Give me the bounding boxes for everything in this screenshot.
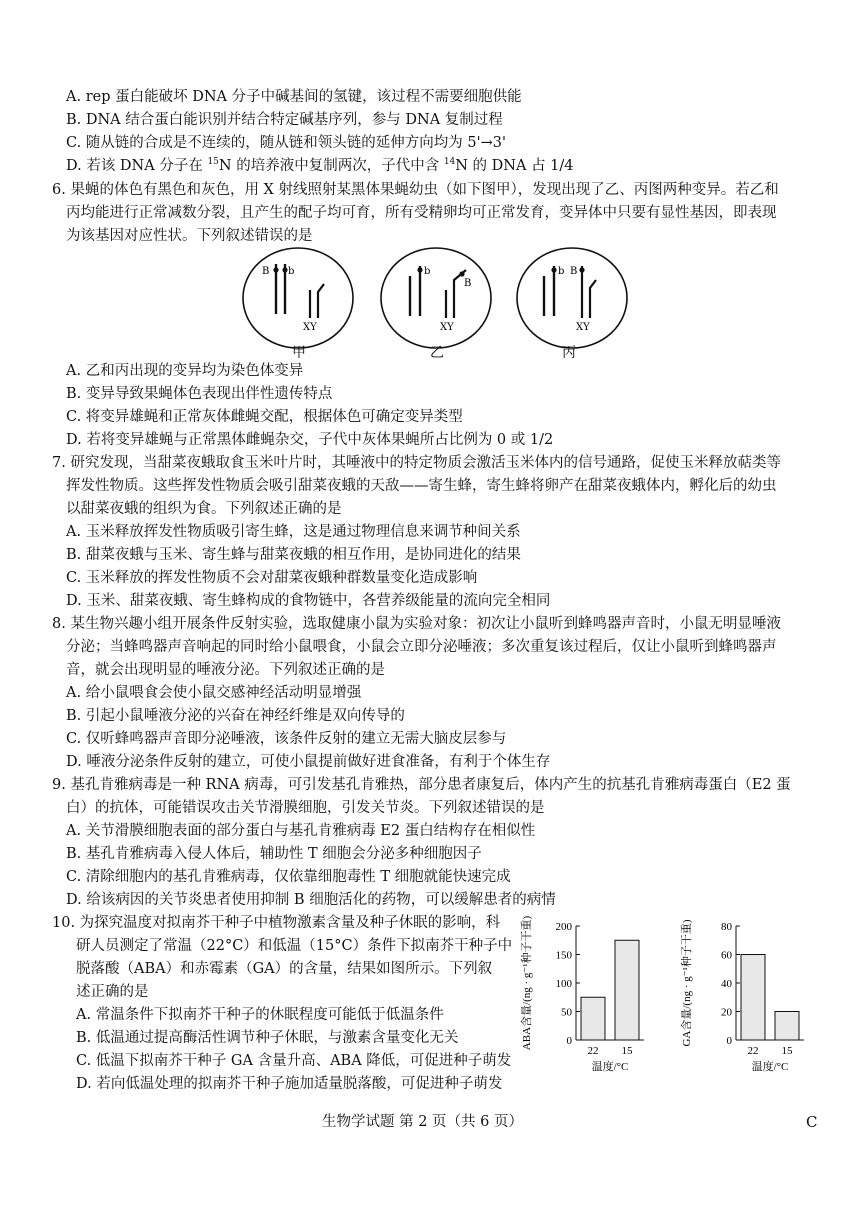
footer-version-letter: C [806, 1113, 818, 1131]
q9-option-d: D. 给该病因的关节炎患者使用抑制 B 细胞活化的药物，可以缓解患者的病情 [66, 892, 556, 908]
q7-option-c: C. 玉米释放的挥发性物质不会对甜菜夜蛾种群数量变化造成影响 [66, 570, 478, 586]
q5-option-d-mid: N 的培养液中复制两次，子代中含 [218, 158, 444, 174]
xy-label: XY [303, 322, 317, 333]
q7-option-d: D. 玉米、甜菜夜蛾、寄生蜂构成的食物链中，各营养级能量的流向完全相同 [66, 593, 551, 609]
gene-label-B: B [570, 266, 578, 277]
q10-stem-line4: 述正确的是 [76, 984, 149, 1000]
y-tick-label: 100 [555, 978, 572, 990]
gene-label-B: B [464, 278, 472, 289]
x-tick-label: 15 [621, 1045, 633, 1057]
bar-15 [615, 940, 639, 1040]
q5-option-d-post: N 的 DNA 占 1/4 [455, 158, 574, 174]
gene-locus [579, 267, 584, 272]
q6-stem-line1: 6. 果蝇的体色有黑色和灰色，用 X 射线照射某黑体果蝇幼虫（如下图甲），发现出现了乙、丙图两种变异。若乙和 [52, 182, 779, 198]
x-tick-label: 22 [587, 1045, 599, 1057]
q5-option-d-pre: D. 若该 DNA 分子在 [66, 158, 208, 174]
y-tick-label: 80 [721, 921, 732, 933]
q10-option-a: A. 常温条件下拟南芥干种子的休眠程度可能低于低温条件 [76, 1007, 444, 1023]
q8-option-c: C. 仅听蜂鸣器声音即分泌唾液，该条件反射的建立无需大脑皮层参与 [66, 731, 507, 747]
y-tick-label: 0 [566, 1035, 572, 1047]
q5-option-d [66, 156, 574, 176]
gene-label-b: b [288, 266, 295, 277]
q6-option-d: D. 若将变异雄蝇与正常黑体雌蝇杂交，子代中灰体果蝇所占比例为 0 或 1/2 [66, 432, 554, 448]
x-axis-label: 温度/°C [751, 1061, 789, 1073]
q7-option-b: B. 甜菜夜蛾与玉米、寄生蜂与甜菜夜蛾的相互作用，是协同进化的结果 [66, 547, 521, 563]
q8-stem-line3: 音，就会出现明显的唾液分泌。下列叙述正确的是 [66, 662, 385, 678]
q10-stem-line1: 10. 为探究温度对拟南芥干种子中植物激素含量及种子休眠的影响，科 [52, 915, 501, 931]
x-tick-label: 15 [781, 1045, 793, 1057]
q7-stem-line2: 挥发性物质。这些挥发性物质会吸引甜菜夜蛾的天敌——寄生蜂，寄生蜂将卵产在甜菜夜蛾体内，孵化后的幼虫 [66, 478, 777, 494]
x-axis-label: 温度/°C [591, 1061, 629, 1073]
bar-22 [581, 997, 605, 1040]
gene-locus [417, 267, 422, 272]
footer-page-text: 生物学试题 第 2 页（共 6 页） [322, 1114, 523, 1130]
y-tick-label: 20 [721, 1006, 732, 1019]
y-tick-label: 40 [721, 978, 732, 990]
q6-option-a: A. 乙和丙出现的变异均为染色体变异 [66, 363, 304, 379]
figure-caption-yi: 乙 [430, 345, 444, 361]
q6-option-c: C. 将变异雄蝇和正常灰体雌蝇交配，根据体色可确定变异类型 [66, 409, 463, 425]
xy-label: XY [576, 322, 590, 333]
y-axis-label: ABA含量/(ng · g⁻¹种子干重) [521, 915, 533, 1051]
q6-stem-line2: 丙均能进行正常减数分裂，且产生的配子均可育，所有受精卵均可正常发育，变异体中只要有显性基因，即表现 [66, 205, 777, 221]
cell-jia [243, 248, 353, 348]
cell-membrane [517, 248, 627, 348]
q9-option-a: A. 关节滑膜细胞表面的部分蛋白与基孔肯雅病毒 E2 蛋白结构存在相似性 [66, 823, 536, 839]
y-axis-label: GA含量/(ng · g⁻¹种子干重) [681, 919, 693, 1047]
q10-option-d: D. 若向低温处理的拟南芥干种子施加适量脱落酸，可促进种子萌发 [76, 1076, 503, 1092]
q7-option-a: A. 玉米释放挥发性物质吸引寄生蜂，这是通过物理信息来调节种间关系 [66, 524, 521, 540]
cell-membrane [381, 248, 491, 348]
y-chromosome [318, 284, 324, 318]
cell-yi [381, 248, 491, 348]
q5-option-a: A. rep 蛋白能破坏 DNA 分子中碱基间的氢键，该过程不需要细胞供能 [66, 89, 522, 105]
y-tick-label: 60 [721, 949, 732, 962]
cell-membrane [243, 248, 353, 348]
q8-option-a: A. 给小鼠喂食会使小鼠交感神经活动明显增强 [66, 685, 362, 701]
q9-stem-line2: 白）的抗体，可能错误攻击关节滑膜细胞，引发关节炎。下列叙述错误的是 [66, 800, 545, 816]
xy-label: XY [440, 322, 454, 333]
q7-stem-line1: 7. 研究发现，当甜菜夜蛾取食玉米叶片时，其唾液中的特定物质会激活玉米体内的信号通路，促使玉米释放萜类等 [52, 455, 781, 471]
q8-option-d: D. 唾液分泌条件反射的建立，可使小鼠提前做好进食准备，有利于个体生存 [66, 754, 551, 770]
y-tick-label: 150 [555, 949, 572, 962]
q8-stem-line2: 分泌；当蜂鸣器声音响起的同时给小鼠喂食，小鼠会立即分泌唾液；多次重复该过程后，仅让小鼠听到蜂鸣器声 [66, 639, 777, 655]
q5-option-c: C. 随从链的合成是不连续的，随从链和领头链的延伸方向均为 5'→3' [66, 135, 506, 151]
aba-bar-chart [516, 912, 656, 1082]
q9-stem-line1: 9. 基孔肯雅病毒是一种 RNA 病毒，可引发基孔肯雅热，部分患者康复后，体内产生的抗基孔肯雅病毒蛋白（E2 蛋 [52, 777, 791, 793]
q10-stem-line3: 脱落酸（ABA）和赤霉素（GA）的含量，结果如图所示。下列叙 [76, 961, 493, 977]
figure-caption-jia: 甲 [292, 345, 306, 361]
bar-15 [775, 1012, 799, 1041]
q9-option-c: C. 清除细胞内的基孔肯雅病毒，仅依靠细胞毒性 T 细胞就能快速完成 [66, 869, 511, 885]
q6-option-b: B. 变异导致果蝇体色表现出伴性遗传特点 [66, 386, 333, 402]
ga-bar-chart [676, 912, 816, 1082]
figure-caption-bing: 丙 [562, 345, 576, 361]
gene-locus [551, 267, 556, 272]
q7-stem-line3: 以甜菜夜蛾的组织为食。下列叙述正确的是 [66, 501, 342, 517]
gene-locus [273, 267, 278, 272]
q9-option-b: B. 基孔肯雅病毒入侵人体后，辅助性 T 细胞会分泌多种细胞因子 [66, 846, 482, 862]
y-tick-label: 0 [726, 1035, 732, 1047]
gene-locus [459, 271, 464, 276]
y-chromosome [590, 280, 596, 318]
y-tick-label: 200 [555, 921, 572, 933]
q6-stem-line3: 为该基因对应性状。下列叙述错误的是 [66, 228, 313, 244]
q8-option-b: B. 引起小鼠唾液分泌的兴奋在神经纤维是双向传导的 [66, 708, 405, 724]
y-tick-label: 50 [561, 1006, 572, 1019]
gene-locus [282, 267, 287, 272]
q5-option-d-sup1: 15 [207, 157, 219, 168]
bar-22 [741, 955, 765, 1041]
gene-label-B: B [262, 266, 270, 277]
gene-label-b: b [558, 266, 565, 277]
q10-stem-line2: 研人员测定了常温（22°C）和低温（15°C）条件下拟南芥干种子中 [76, 938, 513, 954]
gene-label-b: b [424, 266, 431, 277]
q10-option-b: B. 低温通过提高酶活性调节种子休眠，与激素含量变化无关 [76, 1030, 459, 1046]
x-tick-label: 22 [747, 1045, 759, 1057]
cell-bing [517, 248, 627, 348]
q5-option-d-sup2: 14 [443, 157, 456, 168]
q8-stem-line1: 8. 某生物兴趣小组开展条件反射实验，选取健康小鼠为实验对象：初次让小鼠听到蜂鸣器声音时，小鼠无明显唾液 [52, 616, 781, 632]
q5-option-b: B. DNA 结合蛋白能识别并结合特定碱基序列，参与 DNA 复制过程 [66, 112, 503, 128]
q10-option-c: C. 低温下拟南芥干种子 GA 含量升高、ABA 降低，可促进种子萌发 [76, 1053, 512, 1069]
